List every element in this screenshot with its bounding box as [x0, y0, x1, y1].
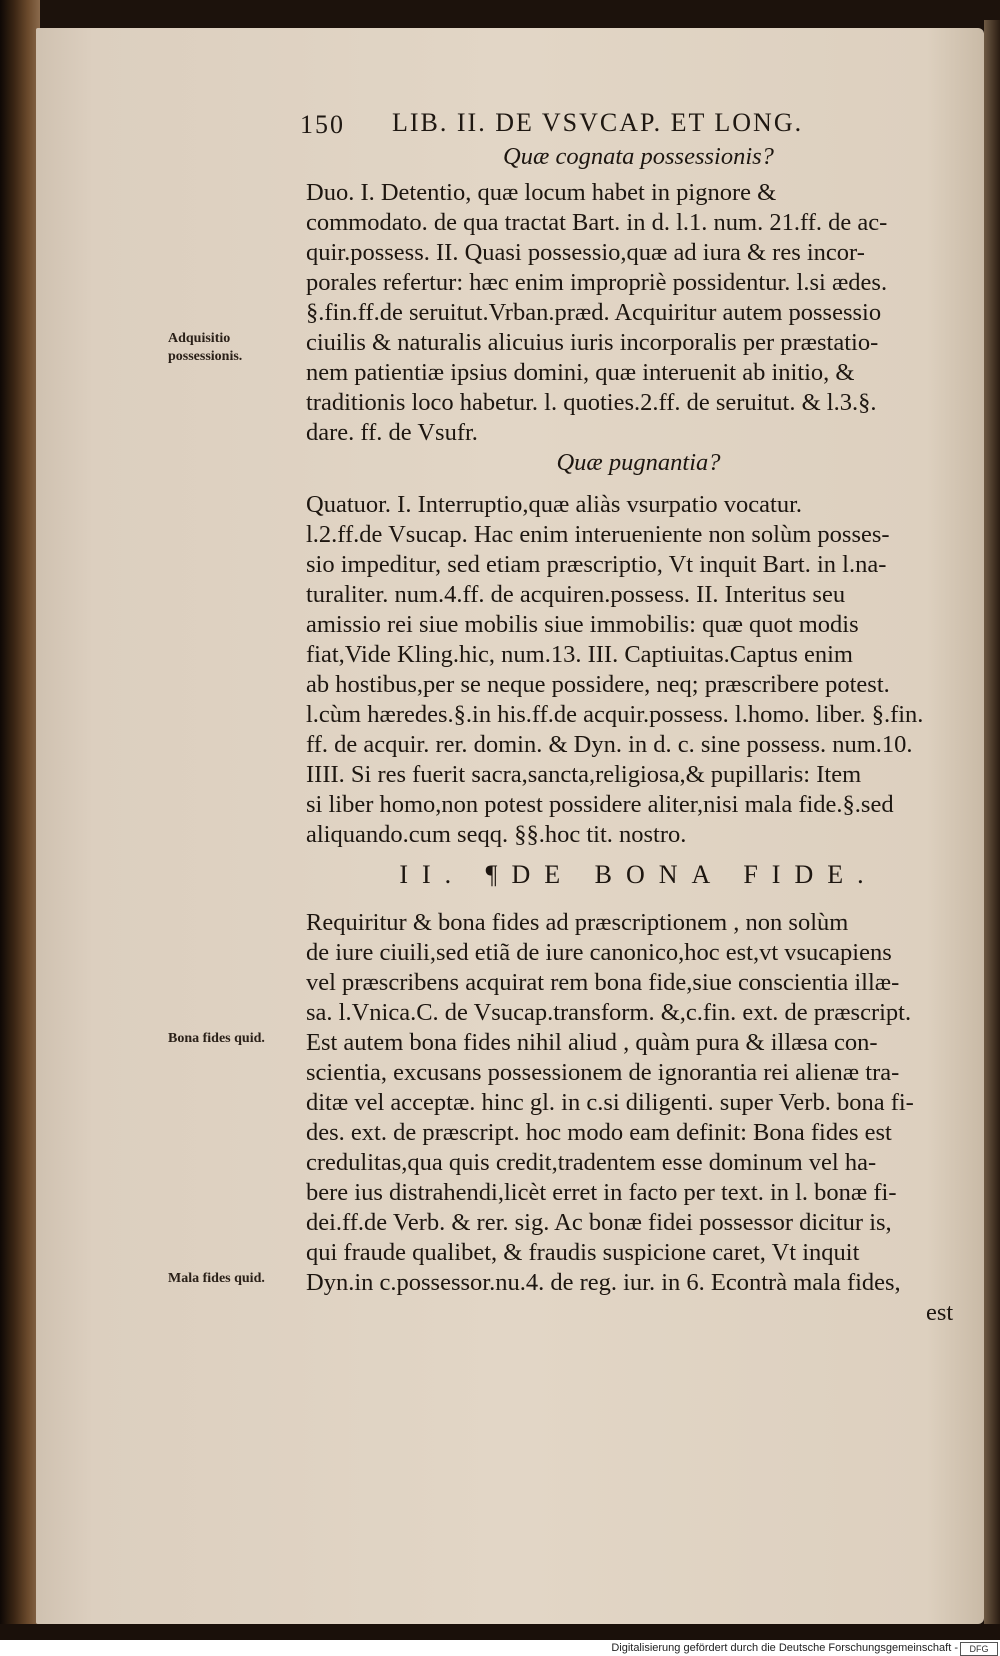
- text-line: Duo. I. Detentio, quæ locum habet in pignore &: [306, 179, 777, 206]
- margin-note-adquisitio: Adquisitio possessionis.: [168, 331, 243, 364]
- text-line: Dyn.in c.possessor.nu.4. de reg. iur. in 6. Econtrà mala fides,: [306, 1269, 901, 1296]
- text-line: ff. de acquir. rer. domin. & Dyn. in d. c. sine possess. num.10.: [306, 731, 913, 758]
- text-line: ab hostibus,per se neque possidere, neq; præscribere potest.: [306, 671, 890, 698]
- text-line: fiat,Vide Kling.hic, num.13. III. Captiuitas.Captus enim: [306, 641, 853, 668]
- footer-text: Digitalisierung gefördert durch die Deutsche Forschungsgemeinschaft -: [611, 1642, 958, 1654]
- text-line: porales refertur: hæc enim impropriè possidentur. l.si ædes.: [306, 269, 888, 296]
- question-line: Quæ pugnantia?: [556, 449, 721, 476]
- catchword: est: [926, 1299, 954, 1326]
- dfg-logo: DFG: [960, 1642, 998, 1656]
- text-line: quir.possess. II. Quasi possessio,quæ ad iura & res incor-: [306, 239, 865, 266]
- running-head: LIB. II. DE VSVCAP. ET LONG.: [392, 108, 804, 137]
- text-line: turaliter. num.4.ff. de acquiren.possess. II. Interitus seu: [306, 581, 846, 608]
- text-line: scientia, excusans possessionem de ignorantia rei alienæ tra-: [306, 1059, 900, 1086]
- page-header: [300, 108, 960, 138]
- text-line: nem patientiæ ipsius domini, quæ interuenit ab initio, &: [306, 359, 855, 386]
- section-heading: II. ¶DE BONA FIDE.: [399, 860, 878, 889]
- text-line: IIII. Si res fuerit sacra,sancta,religiosa,& pupillaris: Item: [306, 761, 862, 788]
- margin-note-bona-fides: Bona fides quid.: [168, 1031, 265, 1046]
- book-spine: [0, 0, 40, 1640]
- text-line: sio impeditur, sed etiam præscriptio, Vt inquit Bart. in l.na-: [306, 551, 887, 578]
- text-line: commodato. de qua tractat Bart. in d. l.1. num. 21.ff. de ac-: [306, 209, 888, 236]
- margin-note-mala-fides: Mala fides quid.: [168, 1271, 265, 1286]
- text-line: credulitas,qua quis credit,tradentem esse dominum vel ha-: [306, 1149, 877, 1176]
- footer: [0, 1640, 1000, 1656]
- text-line: vel præscribens acquirat rem bona fide,siue conscientia illæ-: [306, 969, 900, 996]
- text-line: qui fraude qualibet, & fraudis suspicione caret, Vt inquit: [306, 1239, 860, 1266]
- page-number: 150: [300, 110, 345, 139]
- text-line: dei.ff.de Verb. & rer. sig. Ac bonæ fidei possessor dicitur is,: [306, 1209, 892, 1236]
- text-line: traditionis loco habetur. l. quoties.2.ff. de seruitut. & l.3.§.: [306, 389, 877, 416]
- text-line: Requiritur & bona fides ad præscriptionem , non solùm: [306, 909, 849, 936]
- text-line: si liber homo,non potest possidere aliter,nisi mala fide.§.sed: [306, 791, 894, 818]
- question-line: Quæ cognata possessionis?: [503, 143, 774, 170]
- text-line: bere ius distrahendi,licèt erret in facto per text. in l. bonæ fi-: [306, 1179, 897, 1206]
- text-line: amissio rei siue mobilis siue immobilis: quæ quot modis: [306, 611, 859, 638]
- text-line: l.cùm hæredes.§.in his.ff.de acquir.possess. l.homo. liber. §.fin.: [306, 701, 924, 728]
- text-line: des. ext. de præscript. hoc modo eam definit: Bona fides est: [306, 1119, 892, 1146]
- text-line: ditæ vel acceptæ. hinc gl. in c.si diligenti. super Verb. bona fi-: [306, 1089, 914, 1116]
- page-edge: [984, 20, 1000, 1630]
- text-line: Quatuor. I. Interruptio,quæ aliàs vsurpatio vocatur.: [306, 491, 803, 518]
- text-line: aliquando.cum seqq. §§.hoc tit. nostro.: [306, 821, 687, 848]
- text-line: Est autem bona fides nihil aliud , quàm pura & illæsa con-: [306, 1029, 878, 1056]
- text-line: l.2.ff.de Vsucap. Hac enim interueniente non solùm posses-: [306, 521, 890, 548]
- text-line: dare. ff. de Vsufr.: [306, 419, 478, 446]
- text-line: sa. l.Vnica.C. de Vsucap.transform. &,c.fin. ext. de præscript.: [306, 999, 912, 1026]
- text-line: §.fin.ff.de seruitut.Vrban.præd. Acquiritur autem possessio: [306, 299, 882, 326]
- text-line: ciuilis & naturalis alicuius iuris incorporalis per præstatio-: [306, 329, 879, 356]
- text-line: de iure ciuili,sed etiã de iure canonico,hoc est,vt vsucapiens: [306, 939, 892, 966]
- page-bottom-edge: [0, 1624, 1000, 1640]
